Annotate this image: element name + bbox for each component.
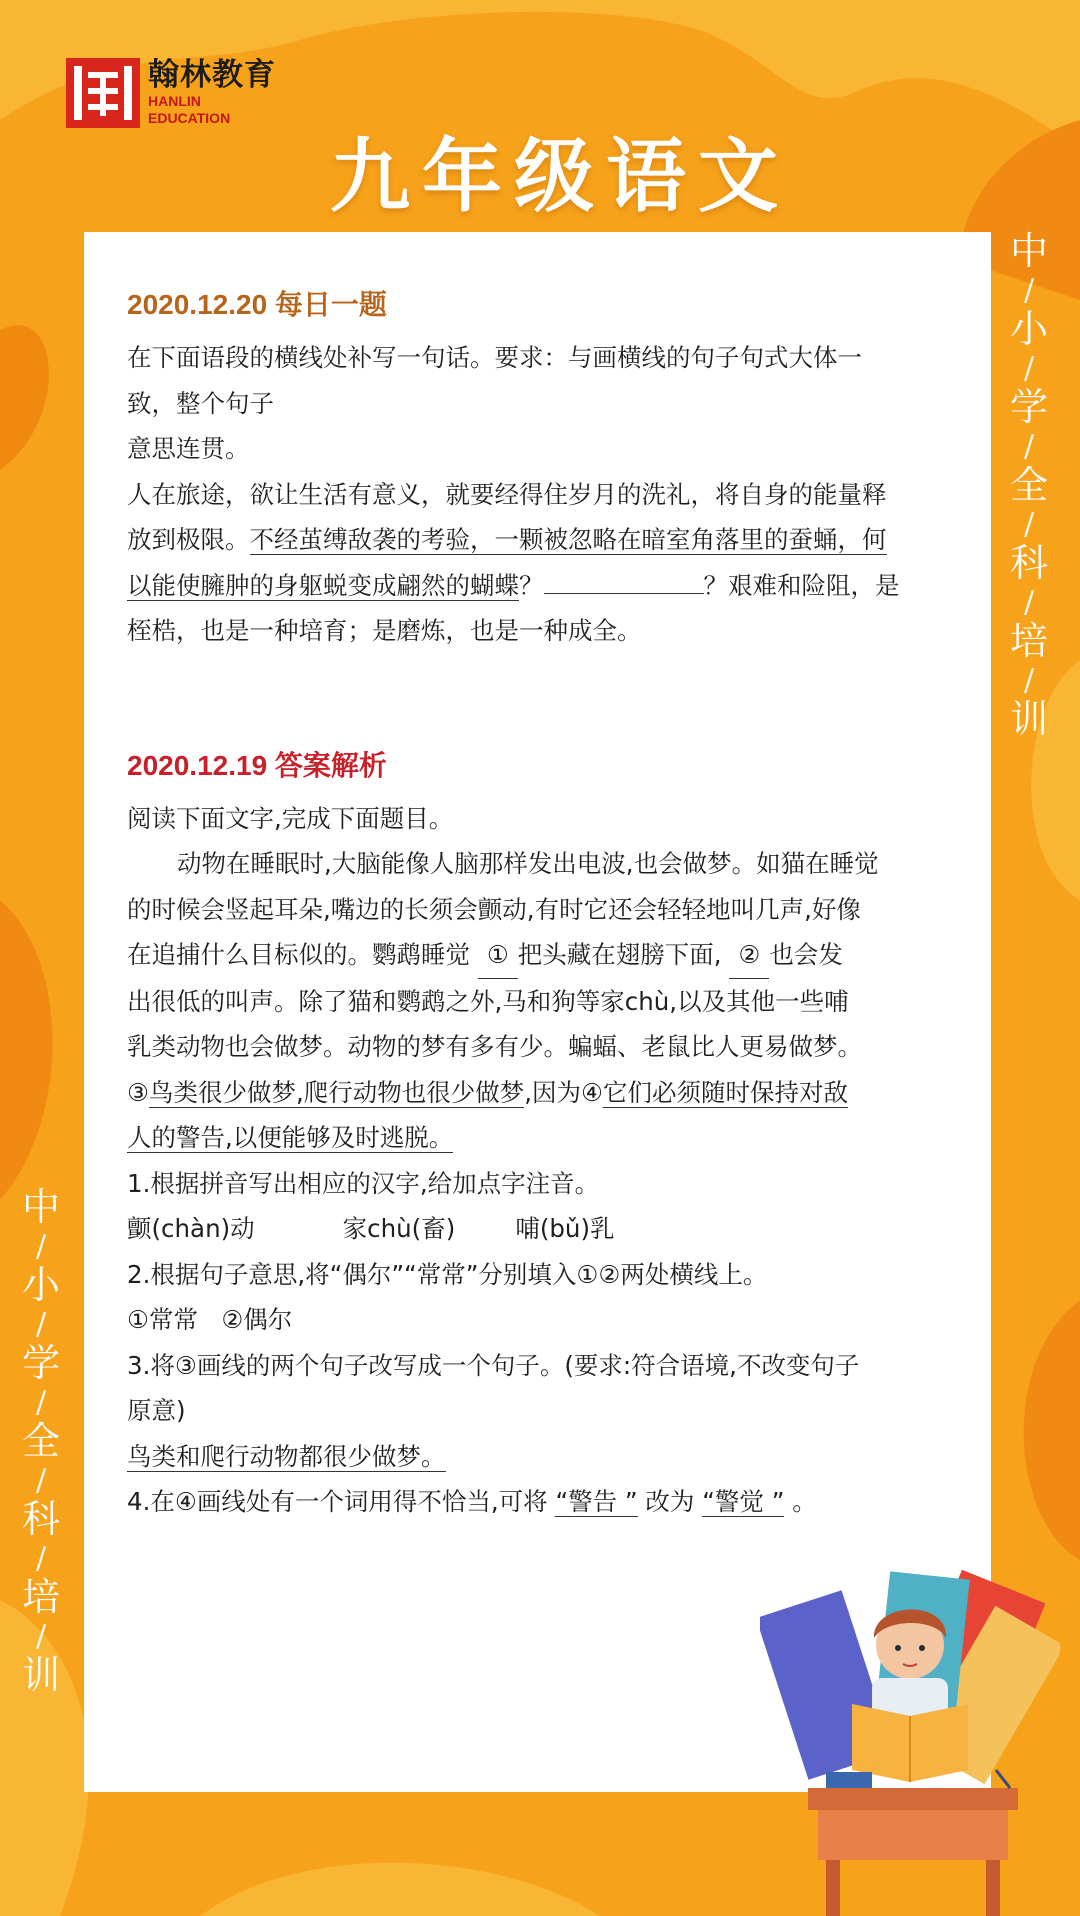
- content-area: [127, 285, 981, 1525]
- underlined-sentence: 鸟类很少做梦,爬行动物也很少做梦: [148, 1077, 525, 1107]
- side-text-right: 中 / 小 / 学 / 全 / 科 / 培 / 训: [1010, 232, 1048, 744]
- passage-text: 放到极限。: [127, 525, 250, 554]
- brand-name-cn: 翰林教育: [148, 57, 276, 93]
- question-3-answer: [127, 1434, 981, 1480]
- daily-question-title: 2020.12.20 每日一题: [127, 289, 387, 320]
- underlined-sentence: 以能使臃肿的身躯蜕变成翩然的蝴蝶: [127, 570, 519, 600]
- passage-text: 也会发: [769, 940, 843, 969]
- underlined-sentence: 不经茧缚敌袭的考验，一颗被忽略在暗室角落里的蚕蛹，何: [249, 525, 887, 554]
- brand-name-en-2: EDUCATION: [148, 110, 231, 126]
- side-char: 小: [22, 1263, 61, 1307]
- daily-passage: [127, 563, 981, 609]
- side-char: 中: [1010, 229, 1049, 273]
- side-char: 小: [1010, 307, 1049, 351]
- answer-passage: 动物在睡眠时,大脑能像人脑那样发出电波,也会做梦。如猫在睡觉: [177, 849, 879, 878]
- passage-text: ,因为④: [524, 1077, 604, 1107]
- daily-instruction: 在下面语段的横线处补写一句话。要求：与画横线的句子句式大体一: [127, 343, 862, 372]
- question-1-answer: [127, 1206, 981, 1252]
- answer-text: 家chù(畜): [342, 1214, 456, 1243]
- dotted-char: 颤 •: [127, 1214, 152, 1243]
- passage-text: ？: [519, 570, 544, 600]
- side-char: 训: [1010, 697, 1049, 741]
- side-char: 学: [22, 1341, 61, 1385]
- answer-intro: 阅读下面文字,完成下面题目。: [127, 803, 454, 833]
- side-char: 科: [1010, 541, 1049, 585]
- side-char: 科: [22, 1497, 61, 1541]
- answer-passage: 的时候会竖起耳朵,嘴边的长须会颤动,有时它还会轻轻地叫几声,好像: [127, 894, 861, 924]
- underlined-sentence: 人的警告,以便能够及时逃脱。: [127, 1123, 454, 1152]
- underlined-sentence: 它们必须随时保持对敌: [603, 1077, 849, 1107]
- passage-text: 在追捕什么目标似的。鹦鹉睡觉: [127, 940, 470, 969]
- student-reading-illustration: [760, 1540, 1060, 1916]
- passage-text: 把头藏在翅膀下面,: [517, 940, 722, 969]
- question-1: 1.根据拼音写出相应的汉字,给加点字注音。: [127, 1168, 600, 1198]
- side-char: 培: [22, 1575, 61, 1619]
- page-title: 九年级语文: [330, 129, 790, 223]
- fill-in-blank: [544, 563, 704, 594]
- underlined-answer: “警觉 ”: [702, 1487, 785, 1516]
- answer-title: 2020.12.19 答案解析: [127, 749, 387, 781]
- question-3: 3.将③画线的两个句子改写成一个句子。(要求:符合语境,不改变句子: [127, 1350, 860, 1380]
- question-text: 改为: [645, 1487, 695, 1516]
- answer-text: (bǔ)乳: [539, 1214, 615, 1243]
- daily-passage: 人在旅途，欲让生活有意义，就要经得住岁月的洗礼，将自身的能量释: [127, 479, 887, 509]
- answer-passage: [127, 1115, 981, 1161]
- side-char: 训: [22, 1653, 61, 1697]
- side-char: 学: [1010, 385, 1049, 429]
- brand-name-en-1: HANLIN: [148, 93, 201, 109]
- underlined-answer: 鸟类和爬行动物都很少做梦。: [127, 1441, 446, 1471]
- side-char: 中: [22, 1185, 61, 1229]
- side-char: 全: [1010, 463, 1049, 507]
- side-char: 全: [22, 1419, 61, 1463]
- underlined-answer: “警告 ”: [555, 1487, 638, 1516]
- daily-instruction: 致，整个句子: [127, 388, 274, 418]
- side-char: 培: [1010, 619, 1049, 663]
- daily-passage: 桎梏，也是一种培育；是磨炼，也是一种成全。: [127, 616, 642, 645]
- blank-marker: ②: [729, 932, 769, 979]
- question-text: 。: [792, 1487, 817, 1516]
- answer-passage: 乳类动物也会做梦。动物的梦有多有少。蝙蝠、老鼠比人更易做梦。: [127, 1032, 862, 1061]
- question-2-answer: ①常常 ②偶尔: [127, 1305, 293, 1334]
- blank-marker: ①: [478, 932, 518, 979]
- answer-passage: 出很低的叫声。除了猫和鹦鹉之外,马和狗等家chù,以及其他一些哺: [127, 986, 849, 1016]
- answer-text: (chàn)动: [151, 1214, 255, 1243]
- daily-passage: [127, 517, 981, 563]
- daily-instruction: 意思连贯。: [127, 434, 250, 463]
- question-2: 2.根据句子意思,将“偶尔”“常常”分别填入①②两处横线上。: [127, 1259, 768, 1289]
- answer-passage: [127, 932, 981, 979]
- side-text-left: 中 / 小 / 学 / 全 / 科 / 培 / 训: [22, 1188, 60, 1700]
- answer-passage: [127, 1070, 981, 1116]
- passage-text: ？艰难和险阻，是: [703, 570, 900, 600]
- passage-text: ③: [127, 1077, 149, 1107]
- question-3: 原意): [127, 1396, 186, 1425]
- question-4: [127, 1479, 981, 1525]
- dotted-char: 哺 •: [515, 1214, 540, 1243]
- question-text: 4.在④画线处有一个词用得不恰当,可将: [127, 1487, 548, 1516]
